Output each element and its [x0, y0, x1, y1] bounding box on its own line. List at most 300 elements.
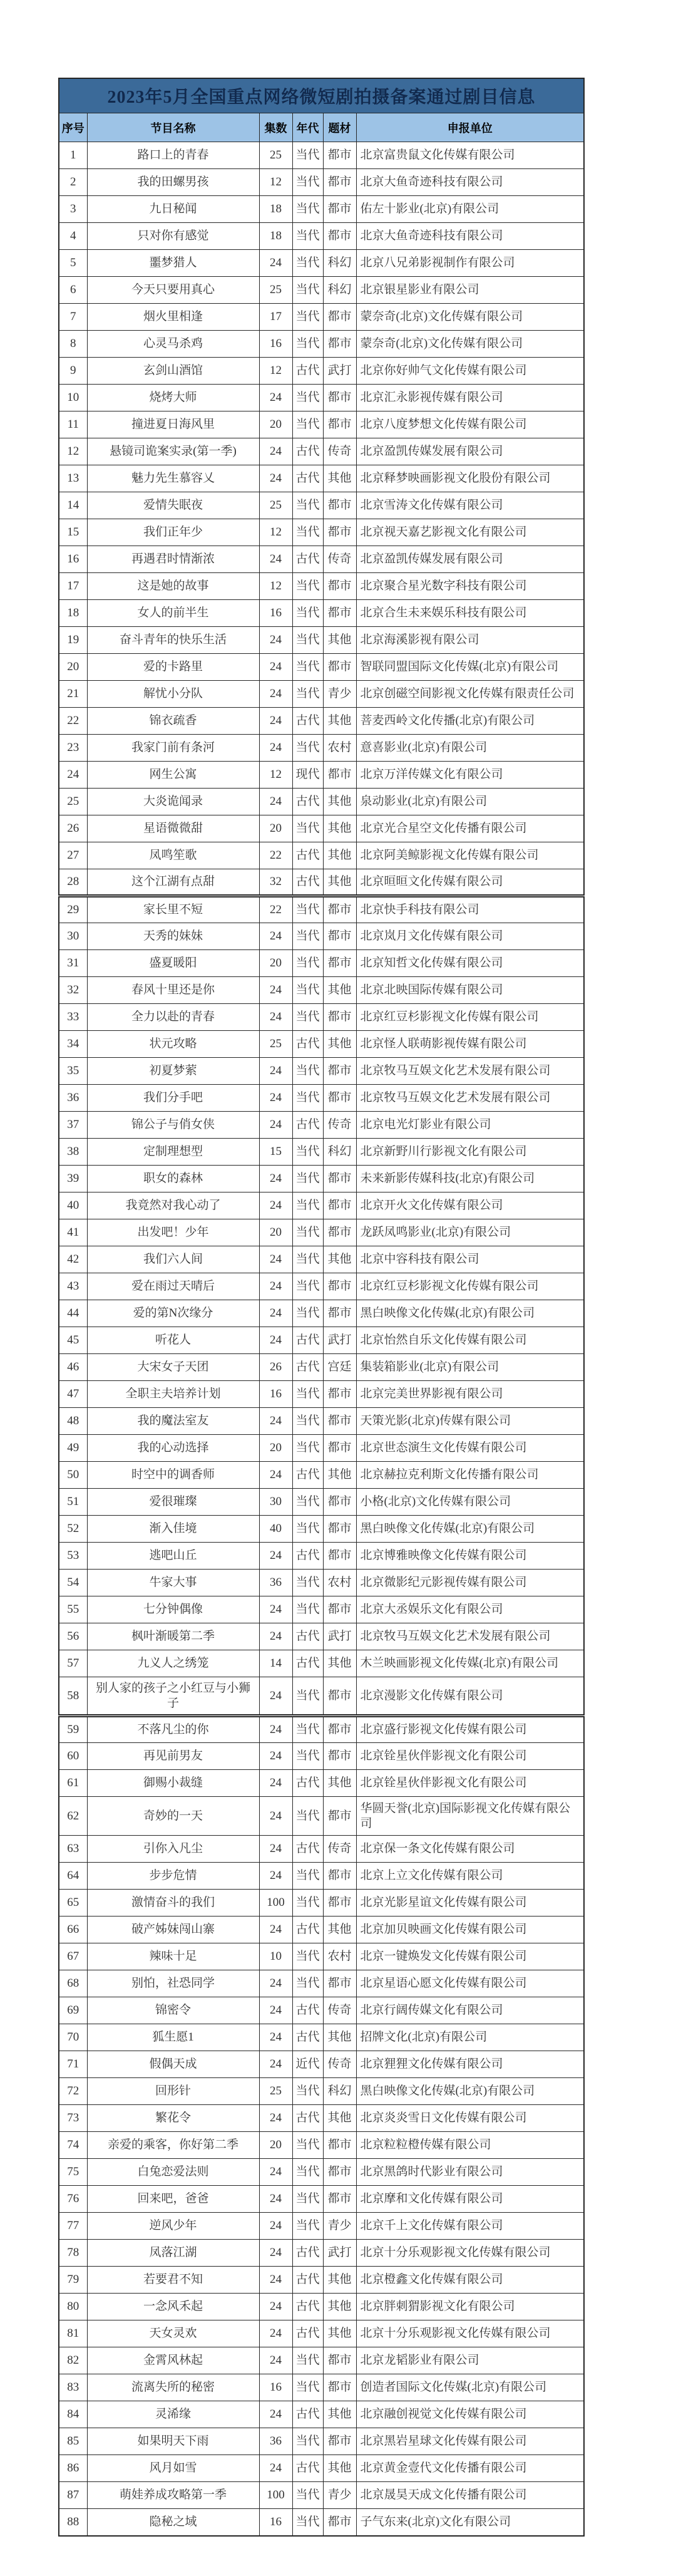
cell-index: 42: [59, 1246, 87, 1273]
cell-genre: 都市: [323, 2347, 356, 2374]
cell-title: 辣味十足: [87, 1943, 259, 1970]
cell-company: 北京怡然自乐文化传媒有限公司: [356, 1327, 584, 1354]
cell-era: 古代: [292, 1031, 323, 1058]
cell-title: 白兔恋爱法则: [87, 2159, 259, 2186]
cell-era: 古代: [292, 708, 323, 735]
cell-episodes: 25: [259, 492, 292, 519]
cell-genre: 都市: [323, 519, 356, 546]
cell-company: 黑白映像文化传媒(北京)有限公司: [356, 2078, 584, 2105]
cell-episodes: 24: [259, 2320, 292, 2347]
cell-episodes: 24: [259, 627, 292, 654]
cell-company: 北京大丞娱乐文化有限公司: [356, 1596, 584, 1623]
cell-company: 北京十分乐观影视文化传媒有限公司: [356, 2320, 584, 2347]
table-row: [59, 1246, 584, 1273]
table-row: [59, 142, 584, 169]
cell-genre: 都市: [323, 1004, 356, 1031]
cell-episodes: 16: [259, 2374, 292, 2401]
cell-title: 爱在雨过天晴后: [87, 1273, 259, 1300]
cell-episodes: 24: [259, 2213, 292, 2240]
cell-genre: 科幻: [323, 2078, 356, 2105]
table-row: [59, 842, 584, 869]
cell-episodes: 24: [259, 1797, 292, 1836]
cell-index: 88: [59, 2509, 87, 2536]
cell-genre: 农村: [323, 1570, 356, 1596]
cell-era: 当代: [292, 142, 323, 169]
cell-episodes: 24: [259, 1743, 292, 1770]
cell-era: 当代: [292, 492, 323, 519]
cell-index: 21: [59, 681, 87, 708]
cell-company: 北京龙韬影业有限公司: [356, 2347, 584, 2374]
cell-title: 我竟然对我心动了: [87, 1192, 259, 1219]
cell-genre: 武打: [323, 1623, 356, 1650]
cell-index: 77: [59, 2213, 87, 2240]
cell-era: 当代: [292, 2428, 323, 2455]
cell-episodes: 24: [259, 2186, 292, 2213]
cell-company: 泉动影业(北京)有限公司: [356, 789, 584, 815]
cell-episodes: 16: [259, 600, 292, 627]
cell-title: 春风十里还是你: [87, 977, 259, 1004]
table-row: [59, 815, 584, 842]
cell-era: 当代: [292, 1890, 323, 1916]
cell-genre: 其他: [323, 627, 356, 654]
cell-episodes: 24: [259, 1716, 292, 1743]
cell-episodes: 24: [259, 2240, 292, 2267]
cell-title: 职女的森林: [87, 1166, 259, 1192]
table-row: [59, 223, 584, 250]
cell-title: 假偶天成: [87, 2051, 259, 2078]
cell-index: 18: [59, 600, 87, 627]
cell-title: 全职主夫培养计划: [87, 1381, 259, 1408]
cell-era: 当代: [292, 196, 323, 223]
cell-era: 古代: [292, 1623, 323, 1650]
cell-genre: 都市: [323, 1166, 356, 1192]
cell-company: 北京牧马互娱文化艺术发展有限公司: [356, 1623, 584, 1650]
cell-title: 牛家大事: [87, 1570, 259, 1596]
cell-episodes: 24: [259, 1623, 292, 1650]
cell-company: 黑白映像文化传媒(北京)有限公司: [356, 1516, 584, 1543]
cell-era: 古代: [292, 1112, 323, 1139]
cell-title: 萌娃养成攻略第一季: [87, 2482, 259, 2509]
cell-episodes: 40: [259, 1516, 292, 1543]
cell-company: 北京视天嘉艺影视文化有限公司: [356, 519, 584, 546]
cell-genre: 传奇: [323, 1997, 356, 2024]
table-row: [59, 869, 584, 896]
cell-episodes: 25: [259, 277, 292, 304]
cell-episodes: 24: [259, 2051, 292, 2078]
cell-genre: 传奇: [323, 1112, 356, 1139]
table-row: [59, 1863, 584, 1890]
table-row: [59, 385, 584, 411]
table-row: [59, 1677, 584, 1716]
cell-era: 古代: [292, 1543, 323, 1570]
cell-genre: 农村: [323, 735, 356, 762]
cell-company: 北京星语心愿文化传媒有限公司: [356, 1970, 584, 1997]
cell-era: 当代: [292, 1192, 323, 1219]
cell-genre: 其他: [323, 465, 356, 492]
cell-company: 北京行阔传媒文化有限公司: [356, 1997, 584, 2024]
cell-genre: 都市: [323, 2132, 356, 2159]
cell-era: 当代: [292, 1219, 323, 1246]
cell-title: 大炎诡闻录: [87, 789, 259, 815]
cell-index: 7: [59, 304, 87, 331]
cell-genre: 其他: [323, 1650, 356, 1677]
table-row: [59, 1462, 584, 1489]
cell-episodes: 100: [259, 1890, 292, 1916]
drama-registration-table: [58, 78, 585, 2537]
table-row: [59, 600, 584, 627]
cell-company: 北京铨星伙伴影视文化有限公司: [356, 1770, 584, 1797]
cell-company: 北京赫拉克利斯文化传播有限公司: [356, 1462, 584, 1489]
cell-index: 1: [59, 142, 87, 169]
cell-genre: 其他: [323, 2105, 356, 2132]
cell-title: 我的魔法室友: [87, 1408, 259, 1435]
cell-company: 蒙奈奇(北京)文化传媒有限公司: [356, 304, 584, 331]
cell-genre: 传奇: [323, 1836, 356, 1863]
cell-company: 小格(北京)文化传媒有限公司: [356, 1489, 584, 1516]
cell-era: 当代: [292, 950, 323, 977]
cell-era: 古代: [292, 2267, 323, 2294]
table-row: [59, 1166, 584, 1192]
cell-index: 53: [59, 1543, 87, 1570]
table-row: [59, 1743, 584, 1770]
cell-title: 隐秘之域: [87, 2509, 259, 2536]
cell-era: 当代: [292, 1797, 323, 1836]
cell-index: 23: [59, 735, 87, 762]
cell-index: 56: [59, 1623, 87, 1650]
cell-company: 北京博雅映像文化传媒有限公司: [356, 1543, 584, 1570]
cell-genre: 都市: [323, 1381, 356, 1408]
table-row: [59, 977, 584, 1004]
cell-company: 北京牧马互娱文化艺术发展有限公司: [356, 1085, 584, 1112]
cell-era: 当代: [292, 1970, 323, 1997]
cell-title: 我们正年少: [87, 519, 259, 546]
cell-era: 当代: [292, 923, 323, 950]
cell-era: 古代: [292, 789, 323, 815]
cell-index: 60: [59, 1743, 87, 1770]
cell-index: 64: [59, 1863, 87, 1890]
table-row: [59, 762, 584, 789]
cell-genre: 都市: [323, 1596, 356, 1623]
cell-episodes: 20: [259, 1219, 292, 1246]
cell-era: 当代: [292, 304, 323, 331]
cell-company: 创造者国际文化传媒(北京)有限公司: [356, 2374, 584, 2401]
table-row: [59, 2240, 584, 2267]
table-row: [59, 1916, 584, 1943]
cell-index: 16: [59, 546, 87, 573]
cell-era: 古代: [292, 1327, 323, 1354]
cell-company: 北京胖刺猬影视文化有限公司: [356, 2294, 584, 2320]
table-row: [59, 1408, 584, 1435]
cell-title: 激情奋斗的我们: [87, 1890, 259, 1916]
table-row: [59, 411, 584, 438]
cell-genre: 青少: [323, 2482, 356, 2509]
cell-episodes: 24: [259, 1273, 292, 1300]
cell-episodes: 24: [259, 438, 292, 465]
cell-company: 北京盛行影视文化传媒有限公司: [356, 1716, 584, 1743]
cell-era: 古代: [292, 1462, 323, 1489]
table-row: [59, 1570, 584, 1596]
cell-index: 24: [59, 762, 87, 789]
cell-episodes: 24: [259, 1836, 292, 1863]
cell-index: 70: [59, 2024, 87, 2051]
cell-company: 北京微影纪元影视传媒有限公司: [356, 1570, 584, 1596]
cell-company: 北京北映国际传媒有限公司: [356, 977, 584, 1004]
cell-genre: 都市: [323, 1085, 356, 1112]
cell-company: 北京十分乐观影视文化传媒有限公司: [356, 2240, 584, 2267]
cell-episodes: 24: [259, 2267, 292, 2294]
cell-company: 北京牧马互娱文化艺术发展有限公司: [356, 1058, 584, 1085]
cell-company: 菩麦西岭文化传播(北京)有限公司: [356, 708, 584, 735]
cell-company: 北京摩和文化传媒有限公司: [356, 2186, 584, 2213]
cell-episodes: 36: [259, 1570, 292, 1596]
table-row: [59, 169, 584, 196]
table-row: [59, 1596, 584, 1623]
cell-episodes: 12: [259, 169, 292, 196]
table-row: [59, 1435, 584, 1462]
cell-index: 71: [59, 2051, 87, 2078]
cell-era: 当代: [292, 331, 323, 358]
cell-episodes: 12: [259, 358, 292, 385]
cell-index: 8: [59, 331, 87, 358]
cell-episodes: 24: [259, 1327, 292, 1354]
cell-index: 82: [59, 2347, 87, 2374]
cell-company: 北京光合星空文化传播有限公司: [356, 815, 584, 842]
cell-episodes: 24: [259, 2294, 292, 2320]
cell-company: 北京知哲文化传媒有限公司: [356, 950, 584, 977]
cell-index: 61: [59, 1770, 87, 1797]
cell-era: 当代: [292, 1943, 323, 1970]
cell-era: 当代: [292, 223, 323, 250]
cell-title: 御赐小裁缝: [87, 1770, 259, 1797]
cell-company: 子气东来(北京)文化有限公司: [356, 2509, 584, 2536]
cell-title: 风月如雪: [87, 2455, 259, 2482]
cell-genre: 都市: [323, 411, 356, 438]
cell-era: 古代: [292, 1354, 323, 1381]
table-row: [59, 735, 584, 762]
cell-index: 44: [59, 1300, 87, 1327]
cell-company: 黑白映像文化传媒(北京)有限公司: [356, 1300, 584, 1327]
cell-episodes: 12: [259, 573, 292, 600]
cell-title: 盛夏暖阳: [87, 950, 259, 977]
cell-genre: 都市: [323, 1863, 356, 1890]
cell-era: 当代: [292, 1743, 323, 1770]
cell-era: 古代: [292, 546, 323, 573]
cell-index: 20: [59, 654, 87, 681]
cell-genre: 都市: [323, 1408, 356, 1435]
cell-title: 网生公寓: [87, 762, 259, 789]
cell-genre: 都市: [323, 142, 356, 169]
cell-episodes: 24: [259, 1085, 292, 1112]
cell-title: 我们六人间: [87, 1246, 259, 1273]
cell-index: 11: [59, 411, 87, 438]
cell-index: 12: [59, 438, 87, 465]
cell-title: 悬镜司诡案实录(第一季): [87, 438, 259, 465]
cell-genre: 都市: [323, 1273, 356, 1300]
cell-title: 爱很璀璨: [87, 1489, 259, 1516]
cell-index: 38: [59, 1139, 87, 1166]
cell-genre: 都市: [323, 1743, 356, 1770]
cell-genre: 其他: [323, 708, 356, 735]
table-row: [59, 2132, 584, 2159]
table-row: [59, 1489, 584, 1516]
cell-title: 回形针: [87, 2078, 259, 2105]
cell-company: 北京晟昊天成文化传播有限公司: [356, 2482, 584, 2509]
cell-era: 古代: [292, 358, 323, 385]
cell-episodes: 24: [259, 1246, 292, 1273]
cell-company: 集装箱影业(北京)有限公司: [356, 1354, 584, 1381]
cell-company: 北京八度梦想文化传媒有限公司: [356, 411, 584, 438]
cell-index: 10: [59, 385, 87, 411]
cell-title: 星语微微甜: [87, 815, 259, 842]
cell-company: 北京铨星伙伴影视文化有限公司: [356, 1743, 584, 1770]
cell-genre: 武打: [323, 358, 356, 385]
table-row: [59, 546, 584, 573]
cell-genre: 其他: [323, 869, 356, 896]
cell-index: 73: [59, 2105, 87, 2132]
cell-title: 破产姊妹闯山寨: [87, 1916, 259, 1943]
cell-episodes: 24: [259, 1543, 292, 1570]
cell-era: 当代: [292, 1863, 323, 1890]
cell-genre: 传奇: [323, 2051, 356, 2078]
cell-episodes: 24: [259, 789, 292, 815]
cell-title: 逃吧山丘: [87, 1543, 259, 1570]
cell-index: 9: [59, 358, 87, 385]
cell-index: 34: [59, 1031, 87, 1058]
table-row: [59, 923, 584, 950]
table-row: [59, 1031, 584, 1058]
cell-genre: 都市: [323, 2159, 356, 2186]
cell-genre: 都市: [323, 573, 356, 600]
cell-company: 北京大鱼奇迹科技有限公司: [356, 223, 584, 250]
table-row: [59, 627, 584, 654]
cell-era: 近代: [292, 2051, 323, 2078]
cell-era: 当代: [292, 654, 323, 681]
cell-index: 52: [59, 1516, 87, 1543]
cell-genre: 其他: [323, 2320, 356, 2347]
table-row: [59, 1770, 584, 1797]
table-row: [59, 2159, 584, 2186]
cell-episodes: 24: [259, 708, 292, 735]
cell-episodes: 24: [259, 2401, 292, 2428]
cell-episodes: 25: [259, 142, 292, 169]
cell-era: 当代: [292, 573, 323, 600]
cell-era: 古代: [292, 1836, 323, 1863]
cell-episodes: 24: [259, 1462, 292, 1489]
cell-title: 引你入凡尘: [87, 1836, 259, 1863]
cell-title: 全力以赴的青春: [87, 1004, 259, 1031]
table-row: [59, 2347, 584, 2374]
cell-company: 木兰映画影视文化传媒(北京)有限公司: [356, 1650, 584, 1677]
cell-episodes: 18: [259, 196, 292, 223]
cell-era: 当代: [292, 1004, 323, 1031]
cell-title: 若要君不知: [87, 2267, 259, 2294]
cell-company: 招牌文化(北京)有限公司: [356, 2024, 584, 2051]
cell-company: 北京新野川行影视文化有限公司: [356, 1139, 584, 1166]
cell-company: 北京光影星谊文化传媒有限公司: [356, 1890, 584, 1916]
cell-era: 当代: [292, 277, 323, 304]
cell-index: 13: [59, 465, 87, 492]
cell-company: 北京红豆杉影视文化传媒有限公司: [356, 1273, 584, 1300]
cell-title: 锦公子与俏女侠: [87, 1112, 259, 1139]
table-row: [59, 2401, 584, 2428]
table-row: [59, 1354, 584, 1381]
cell-index: 78: [59, 2240, 87, 2267]
table-row: [59, 896, 584, 923]
table-row: [59, 196, 584, 223]
cell-title: 听花人: [87, 1327, 259, 1354]
table-row: [59, 708, 584, 735]
cell-episodes: 15: [259, 1139, 292, 1166]
cell-episodes: 24: [259, 1863, 292, 1890]
cell-title: 今天只要用真心: [87, 277, 259, 304]
cell-index: 65: [59, 1890, 87, 1916]
table-row: [59, 1836, 584, 1863]
table-row: [59, 654, 584, 681]
cell-era: 当代: [292, 735, 323, 762]
cell-title: 我们分手吧: [87, 1085, 259, 1112]
page-title: 2023年5月全国重点网络微短剧拍摄备案通过剧目信息: [59, 78, 584, 113]
cell-era: 当代: [292, 600, 323, 627]
cell-title: 繁花令: [87, 2105, 259, 2132]
cell-index: 6: [59, 277, 87, 304]
cell-title: 凤落江湖: [87, 2240, 259, 2267]
cell-genre: 其他: [323, 789, 356, 815]
cell-era: 当代: [292, 1677, 323, 1716]
table-row: [59, 1716, 584, 1743]
cell-company: 北京盈凯传媒发展有限公司: [356, 546, 584, 573]
cell-title: 初夏梦萦: [87, 1058, 259, 1085]
cell-title: 撞进夏日海风里: [87, 411, 259, 438]
table-body: [59, 142, 584, 2536]
cell-company: 北京完美世界影视有限公司: [356, 1381, 584, 1408]
table-row: [59, 277, 584, 304]
cell-index: 80: [59, 2294, 87, 2320]
table-row: [59, 789, 584, 815]
cell-genre: 其他: [323, 842, 356, 869]
table-row: [59, 1797, 584, 1836]
cell-genre: 都市: [323, 1300, 356, 1327]
cell-index: 76: [59, 2186, 87, 2213]
table-row: [59, 492, 584, 519]
cell-company: 北京海溪影视有限公司: [356, 627, 584, 654]
cell-company: 天策光影(北京)传媒有限公司: [356, 1408, 584, 1435]
cell-index: 29: [59, 896, 87, 923]
cell-title: 天秀的妹妹: [87, 923, 259, 950]
cell-genre: 其他: [323, 2294, 356, 2320]
cell-company: 北京黄金壹代文化传播有限公司: [356, 2455, 584, 2482]
table-row: [59, 519, 584, 546]
cell-genre: 都市: [323, 223, 356, 250]
cell-company: 北京快手科技有限公司: [356, 896, 584, 923]
cell-episodes: 24: [259, 1004, 292, 1031]
cell-genre: 都市: [323, 331, 356, 358]
cell-era: 当代: [292, 1381, 323, 1408]
cell-episodes: 12: [259, 519, 292, 546]
cell-index: 43: [59, 1273, 87, 1300]
table-row: [59, 1623, 584, 1650]
cell-episodes: 24: [259, 1677, 292, 1716]
cell-index: 54: [59, 1570, 87, 1596]
cell-genre: 其他: [323, 1916, 356, 1943]
table-row: [59, 1890, 584, 1916]
cell-title: 爱的卡路里: [87, 654, 259, 681]
cell-index: 39: [59, 1166, 87, 1192]
cell-title: 奇妙的一天: [87, 1797, 259, 1836]
cell-company: 北京雪涛文化传媒有限公司: [356, 492, 584, 519]
cell-era: 当代: [292, 681, 323, 708]
cell-era: 古代: [292, 2294, 323, 2320]
cell-company: 北京粒粒橙传媒有限公司: [356, 2132, 584, 2159]
